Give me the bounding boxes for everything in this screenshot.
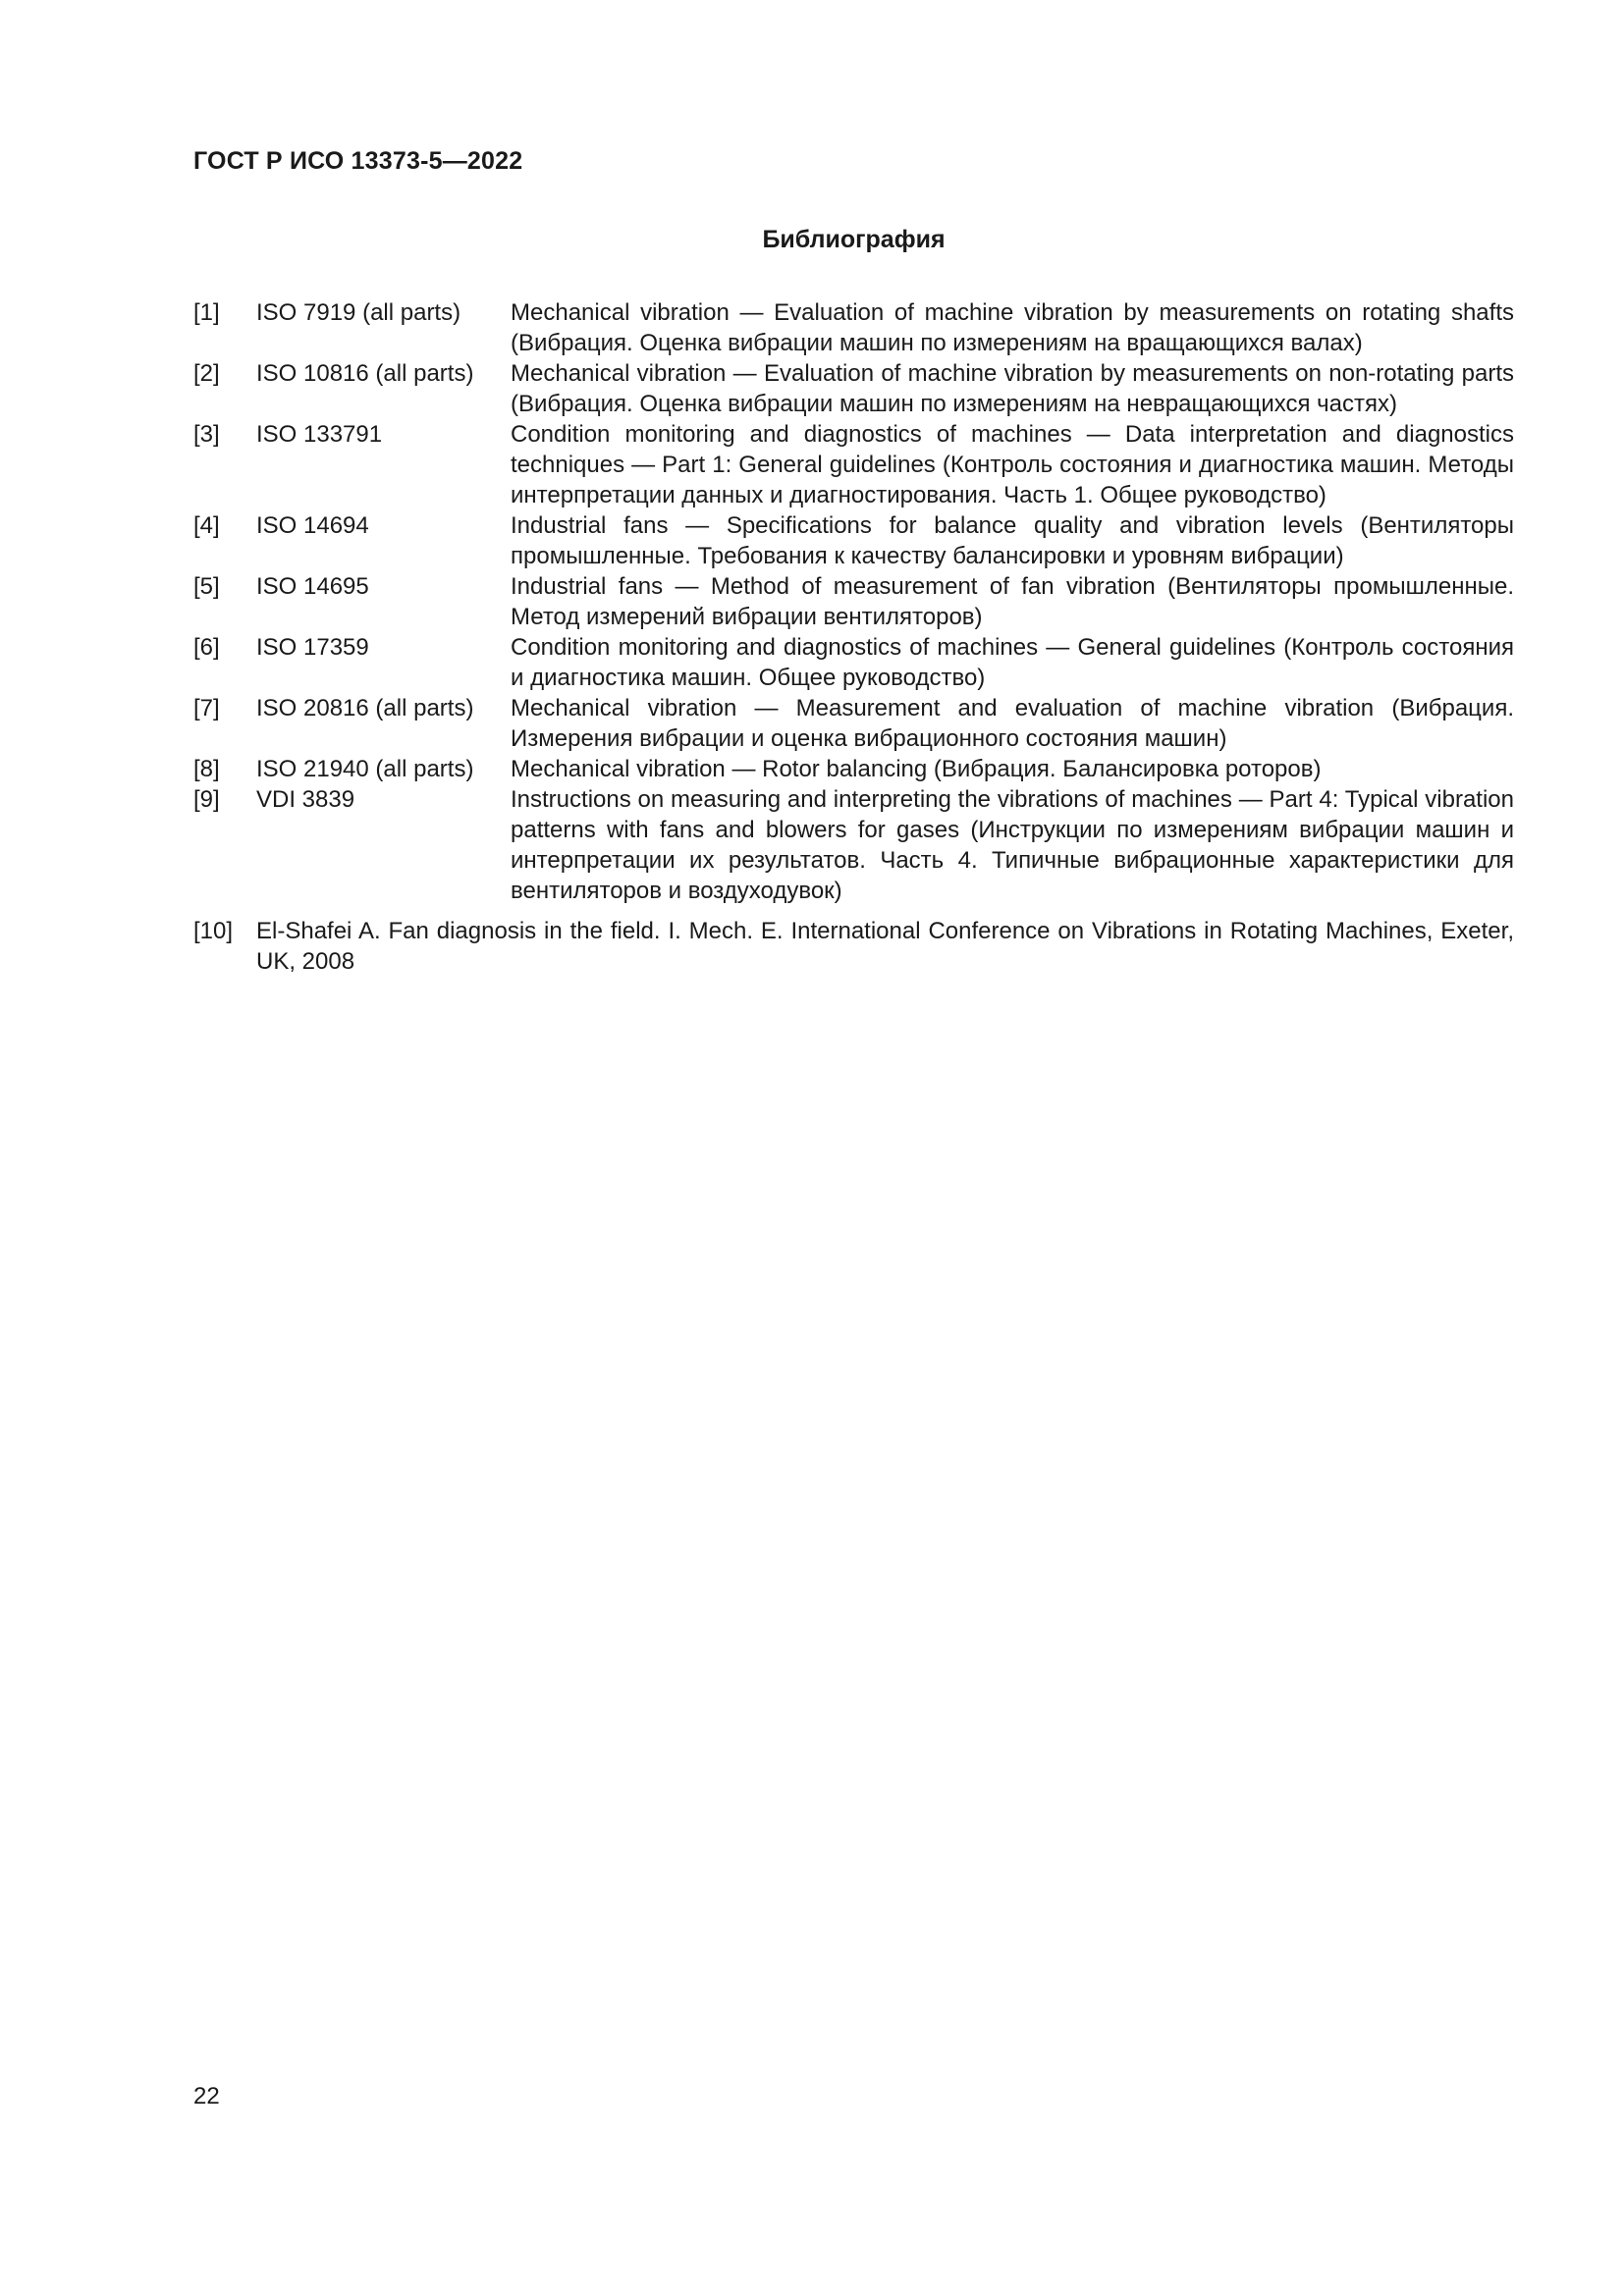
entry-number: [7] — [193, 695, 220, 721]
entry-standard: ISO 133791 — [256, 421, 383, 448]
page-number: 22 — [193, 2083, 220, 2109]
entry-number: [4] — [193, 512, 220, 539]
entry-standard: ISO 17359 — [256, 634, 369, 661]
bibliography-entry — [193, 693, 1514, 754]
entry-number: [1] — [193, 299, 220, 326]
entry-title: Industrial fans — Method of measurement of fan vibration (Вентиляторы промышленные. Метод измерений вибрации вентиляторов) — [511, 573, 1514, 630]
entry-title: Mechanical vibration — Rotor balancing (Вибрация. Балансировка роторов) — [511, 756, 1322, 782]
section-title: Библиография — [762, 226, 946, 253]
bibliography-entry — [193, 297, 1514, 358]
bibliography-entry — [193, 358, 1514, 419]
entry-title: Condition monitoring and diagnostics of machines — General guidelines (Контроль состояния и диагностика машин. Общее руководство) — [511, 634, 1514, 691]
entry-number: [5] — [193, 573, 220, 600]
entry-text: El-Shafei A. Fan diagnosis in the field. I. Mech. E. International Conference on Vibrations in Rotating Machines, Exeter, UK, 2008 — [256, 918, 1514, 975]
bibliography-entry — [193, 632, 1514, 693]
entry-title: Condition monitoring and diagnostics of machines — Data interpretation and diagnostics techniques — Part 1: General guidelines (Контроль состояния и диагностика машин. Методы интерпретации данных и диагностирования. Часть 1. Общее руководство) — [511, 421, 1514, 508]
bibliography-list — [193, 297, 1514, 977]
entry-number: [9] — [193, 786, 220, 813]
entry-standard: ISO 7919 (all parts) — [256, 299, 461, 326]
entry-title: Mechanical vibration — Measurement and evaluation of machine vibration (Вибрация. Измерения вибрации и оценка вибрационного состояния машин) — [511, 695, 1514, 752]
bibliography-entry — [193, 419, 1514, 510]
bibliography-entry — [193, 784, 1514, 906]
entry-standard: ISO 21940 (all parts) — [256, 756, 474, 782]
entry-standard: ISO 14695 — [256, 573, 369, 600]
entry-title: Industrial fans — Specifications for balance quality and vibration levels (Вентиляторы промышленные. Требования к качеству балансировки и уровням вибрации) — [511, 512, 1514, 569]
bibliography-entry — [193, 571, 1514, 632]
entry-number: [3] — [193, 421, 220, 448]
entry-standard: ISO 10816 (all parts) — [256, 360, 474, 387]
entry-title: Mechanical vibration — Evaluation of machine vibration by measurements on non-rotating parts (Вибрация. Оценка вибрации машин по измерениям на невращающихся частях) — [511, 360, 1514, 417]
entry-title: Mechanical vibration — Evaluation of machine vibration by measurements on rotating shafts (Вибрация. Оценка вибрации машин по измерениям на вращающихся валах) — [511, 299, 1514, 356]
entry-standard: ISO 14694 — [256, 512, 369, 539]
bibliography-entry — [193, 754, 1514, 784]
bibliography-entry — [193, 510, 1514, 571]
entry-standard: ISO 20816 (all parts) — [256, 695, 474, 721]
entry-number: [10] — [193, 918, 234, 944]
bibliography-entry-wide — [193, 916, 1514, 977]
entry-number: [8] — [193, 756, 220, 782]
entry-number: [6] — [193, 634, 220, 661]
entry-title: Instructions on measuring and interpreting the vibrations of machines — Part 4: Typical vibration patterns with fans and blowers for gases (Инструкции по измерениям вибрации машин и интерпретации их результатов. Часть 4. Типичные вибрационные характеристики для вентиляторов и воздуходувок) — [511, 786, 1514, 904]
entry-standard: VDI 3839 — [256, 786, 355, 813]
entry-number: [2] — [193, 360, 220, 387]
document-code-header: ГОСТ Р ИСО 13373-5—2022 — [193, 147, 523, 175]
